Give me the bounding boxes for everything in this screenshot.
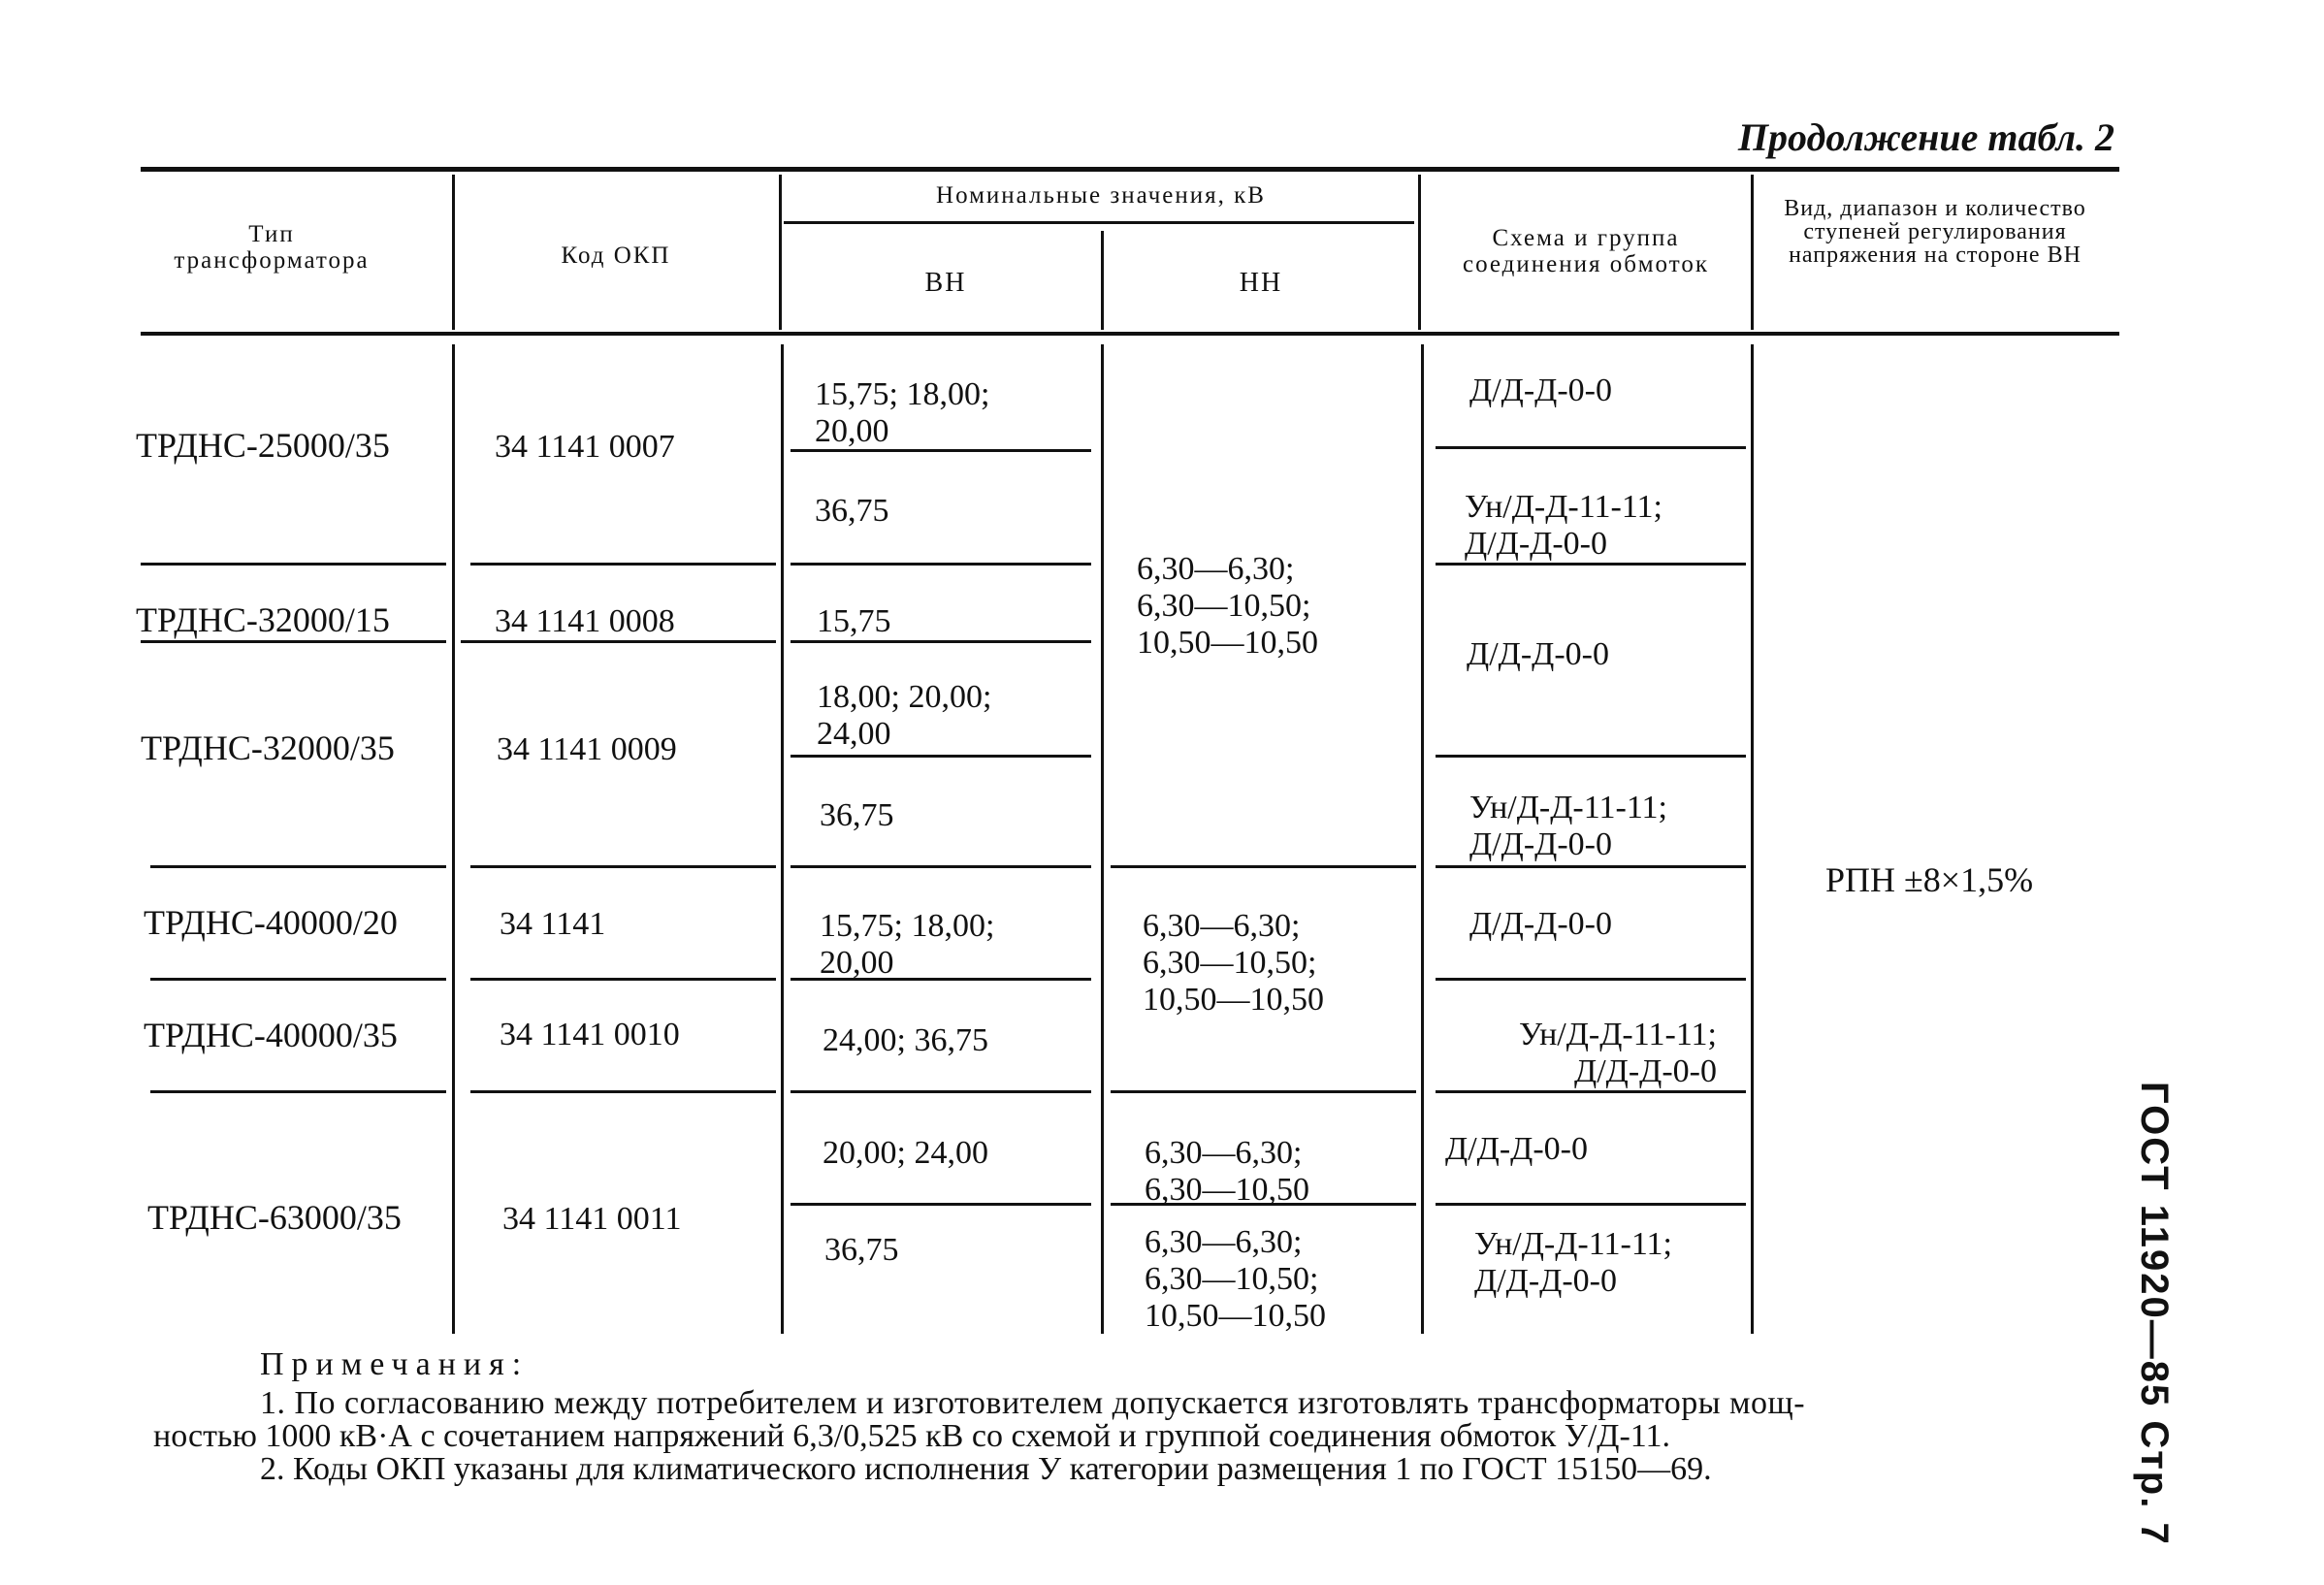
scheme-cell: Ун/Д-Д-11-11; Д/Д-Д-0-0 bbox=[1465, 489, 1662, 562]
header-col-line-4 bbox=[1418, 175, 1421, 330]
body-col-line-4 bbox=[1421, 344, 1424, 1334]
header-code: Код ОКП bbox=[561, 243, 671, 269]
table-top-rule bbox=[141, 167, 2119, 172]
scheme-sep-7 bbox=[1436, 1203, 1746, 1206]
body-col-line-2 bbox=[781, 344, 784, 1334]
row-sep-2 bbox=[141, 640, 446, 643]
nn-cell: 6,30—6,30; 6,30—10,50; 10,50—10,50 bbox=[1145, 1224, 1326, 1334]
code-cell: 34 1141 0010 bbox=[500, 1017, 680, 1052]
vn-cell: 24,00; 36,75 bbox=[823, 1022, 988, 1058]
scheme-cell: Ун/Д-Д-11-11; Д/Д-Д-0-0 bbox=[1469, 790, 1667, 862]
nn-cell: 6,30—6,30; 6,30—10,50 bbox=[1145, 1135, 1309, 1208]
row-sep-5b bbox=[470, 1090, 776, 1093]
type-cell: ТРДНС-63000/35 bbox=[147, 1198, 402, 1237]
vn-sep-7 bbox=[791, 1090, 1091, 1093]
header-nominal: Номинальные значения, кВ bbox=[936, 182, 1266, 209]
type-cell: ТРДНС-32000/35 bbox=[141, 728, 395, 767]
row-sep-3b bbox=[470, 865, 776, 868]
vn-cell: 18,00; 20,00; 24,00 bbox=[817, 679, 992, 752]
body-col-line-1 bbox=[452, 344, 455, 1334]
note-2: 2. Коды ОКП указаны для климатического исполнения У категории размещения 1 по ГОСТ 15150—69. bbox=[260, 1451, 1712, 1487]
header-col-line-5 bbox=[1751, 175, 1754, 330]
row-sep-1 bbox=[141, 563, 446, 566]
vn-sep-3 bbox=[791, 640, 1091, 643]
row-sep-1b bbox=[470, 563, 776, 566]
scheme-cell: Ун/Д-Д-11-11; Д/Д-Д-0-0 bbox=[1519, 1017, 1717, 1089]
header-type: Тип трансформатора bbox=[174, 221, 370, 274]
scheme-sep-4 bbox=[1436, 865, 1746, 868]
header-nn: НН bbox=[1239, 268, 1283, 298]
nn-cell: 6,30—6,30; 6,30—10,50; 10,50—10,50 bbox=[1143, 908, 1324, 1018]
page-side-label: ГОСТ 11920—85 Стр. 7 bbox=[2133, 1082, 2176, 1546]
scheme-cell: Д/Д-Д-0-0 bbox=[1445, 1131, 1588, 1167]
vn-sep-8 bbox=[791, 1203, 1091, 1206]
header-bottom-rule bbox=[141, 332, 2119, 336]
code-cell: 34 1141 0008 bbox=[495, 603, 675, 639]
code-cell: 34 1141 0009 bbox=[497, 731, 677, 767]
row-sep-5 bbox=[150, 1090, 446, 1093]
header-col-line-1 bbox=[452, 175, 455, 330]
vn-cell: 36,75 bbox=[824, 1232, 899, 1268]
row-sep-4 bbox=[150, 978, 446, 981]
code-cell: 34 1141 0007 bbox=[495, 429, 675, 465]
header-col-line-2 bbox=[779, 175, 782, 330]
type-cell: ТРДНС-25000/35 bbox=[136, 426, 390, 465]
nn-sep-2 bbox=[1111, 1090, 1416, 1093]
scheme-sep-5 bbox=[1436, 978, 1746, 981]
vn-cell: 36,75 bbox=[820, 797, 894, 833]
scheme-cell: Д/Д-Д-0-0 bbox=[1469, 906, 1612, 942]
header-vn: ВН bbox=[924, 268, 967, 298]
body-col-line-3 bbox=[1101, 344, 1104, 1334]
vn-sep-2 bbox=[791, 563, 1091, 566]
type-cell: ТРДНС-32000/15 bbox=[136, 600, 390, 639]
header-scheme: Схема и группа соединения обмоток bbox=[1463, 225, 1709, 277]
vn-sep-4 bbox=[791, 755, 1091, 758]
continuation-title: Продолжение табл. 2 bbox=[1737, 115, 2114, 159]
note-1-line-2: ностью 1000 кВ·А с сочетанием напряжений 6,3/0,525 кВ со схемой и группой соединения обмоток У/Д-11. bbox=[153, 1418, 1671, 1454]
scheme-sep-3 bbox=[1436, 755, 1746, 758]
nn-sep-1 bbox=[1111, 865, 1416, 868]
row-sep-2b bbox=[461, 640, 776, 643]
notes-title: Примечания: bbox=[260, 1346, 530, 1382]
nn-cell: 6,30—6,30; 6,30—10,50; 10,50—10,50 bbox=[1137, 551, 1318, 661]
vn-cell: 20,00; 24,00 bbox=[823, 1135, 988, 1171]
type-cell: ТРДНС-40000/35 bbox=[144, 1016, 398, 1054]
code-cell: 34 1141 0011 bbox=[502, 1201, 682, 1237]
scheme-sep-6 bbox=[1436, 1090, 1746, 1093]
scheme-cell: Д/Д-Д-0-0 bbox=[1467, 636, 1609, 672]
scheme-cell: Ун/Д-Д-11-11; Д/Д-Д-0-0 bbox=[1474, 1226, 1672, 1299]
vn-cell: 36,75 bbox=[815, 493, 889, 529]
row-sep-4b bbox=[470, 978, 776, 981]
scheme-sep-2 bbox=[1436, 563, 1746, 566]
code-cell: 34 1141 bbox=[500, 906, 606, 942]
scheme-cell: Д/Д-Д-0-0 bbox=[1469, 372, 1612, 408]
regulation-cell: РПН ±8×1,5% bbox=[1825, 860, 2034, 899]
header-col-line-3 bbox=[1101, 231, 1104, 330]
type-cell: ТРДНС-40000/20 bbox=[144, 903, 398, 942]
body-col-line-5 bbox=[1751, 344, 1754, 1334]
row-sep-3 bbox=[150, 865, 446, 868]
nominal-divider-rule bbox=[784, 221, 1414, 224]
header-regulation: Вид, диапазон и количество ступеней регулирования напряжения на стороне ВН bbox=[1784, 196, 2086, 268]
vn-cell: 15,75; 18,00; 20,00 bbox=[815, 376, 990, 449]
vn-cell: 15,75 bbox=[817, 603, 891, 639]
vn-cell: 15,75; 18,00; 20,00 bbox=[820, 908, 995, 981]
vn-sep-5 bbox=[791, 865, 1091, 868]
note-1-line-1: 1. По согласованию между потребителем и изготовителем допускается изготовлять трансформаторы мощ- bbox=[260, 1385, 1806, 1421]
scheme-sep-1 bbox=[1436, 446, 1746, 449]
